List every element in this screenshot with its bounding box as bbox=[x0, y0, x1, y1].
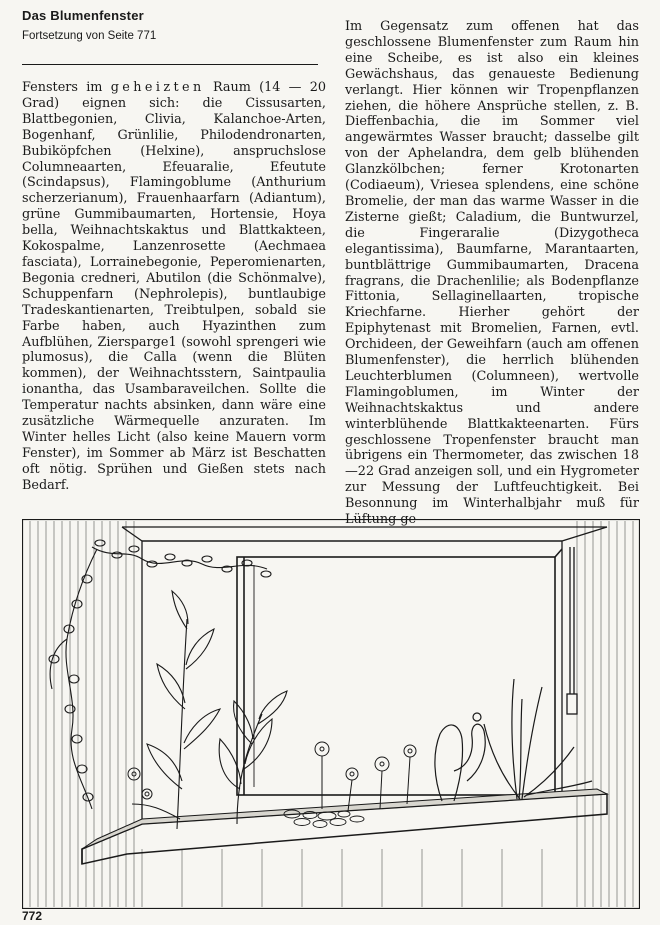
header-rule bbox=[22, 64, 318, 65]
agave bbox=[484, 679, 592, 799]
page-number: 772 bbox=[22, 909, 43, 923]
broadleaf-plant bbox=[219, 691, 287, 824]
left-column-body: Raum (14 — 20 Grad) eignen sich: die Cissusarten, Blattbegonien, Clivia, Kalanchoe-Arten, Bogenhanf, Grünlilie, Philodendronarten, Bubiköpfchen (Helxine), anspruchslose Columneaarten, Efeuaralie, Efeutute (Scindapsus), Flamingoblume (Anthurium scherzerianum), Frauenhaarfarn (Adiantum), grüne Gummibaumarten, Hortensie, Hoya bella, Weihnachtskaktus und Blattkakteen, Kokospalme, Lanzenrosette (Aechmaea fasciata), Lorrainebegonie, Peperomienarten, Begonia credneri, Abutilon (die Schönmalve), Schuppenfarn (Nephrolepis), buntlaubige Tradeskantienarten, Treibtulpen, sobald sie Farbe haben, auch Hyazinthen zum Aufblühen, Ziersparge1 (sowohl sprengeri wie plumosus), die Calla (wenn die Blüten kommen), der Weihnachtsstern, Saintpaulia ionantha, das Usambaraveilchen. Sollte die Temperatur nachts absinken, dann wäre eine zusätzliche Wärmequelle anzuraten. Im Winter helles Licht (also keine Mauern vorm Fenster), im Sommer ab März ist Beschatten oft nötig. Sprühen und Gießen stets nach Bedarf. bbox=[22, 80, 326, 493]
wallpaper-stripes bbox=[30, 521, 633, 907]
flower-window-illustration bbox=[22, 519, 640, 909]
blind-cord bbox=[567, 547, 577, 714]
left-column bbox=[22, 80, 326, 494]
cactus bbox=[435, 713, 485, 801]
left-column-emphasis: geheizten bbox=[110, 80, 205, 95]
planter-box bbox=[82, 789, 607, 864]
illustration-frame bbox=[23, 520, 640, 909]
right-column bbox=[345, 19, 639, 528]
window-recess bbox=[82, 527, 607, 849]
flowers bbox=[128, 742, 416, 811]
continuation-note: Fortsetzung von Seite 771 bbox=[22, 30, 157, 42]
article-title: Das Blumenfenster bbox=[22, 8, 144, 23]
right-column-body: Im Gegensatz zum offenen hat das geschlossene Blumenfenster zum Raum hin eine Scheibe, es ist also ein kleines Gewächshaus, das genaueste Bedienung verlangt. Hier können wir Tropenpflanzen ziehen, die höhere Ansprüche stellen, z. B. Dieffenbachia, die im Sommer viel angewärmtes Wasser braucht; dasselbe gilt von der Aphelandra, dem gelb blühenden Glanzkölbchen; ferner Krotonarten (Codiaeum), Vriesea splendens, eine schöne Bromelie, der man das warme Wasser in die Zisterne gießt; Caladium, die Buntwurzel, die Fingeraralie (Dizygotheca elegantissima), Baumfarne, Marantaarten, buntblättrige Gummibaumarten, Dracena fragrans, die Drachenlilie; als Bodenpflanze Fittonia, Sellaginellaarten, tropische Kriechfarne. Hierher gehört der Epiphytenast mit Bromelien, Farnen, evtl. Orchideen, der Geweihfarn (auch am offenen Blumenfenster), die herrlich blühenden Leuchterblumen (Columneen), wertvolle Flamingoblumen, im Winter der Weihnachtskaktus und andere winterblühende Blattkakteenarten. Fürs geschlossene Tropenfenster braucht man übrigens ein Thermometer, das zwischen 18—22 Grad anzeigen soll, und ein Hygrometer zur Messung der Luftfeuchtigkeit. Bei Besonnung im Winterhalbjahr muß für Lüftung ge- bbox=[345, 19, 639, 528]
left-column-lead: Fensters im bbox=[22, 80, 111, 95]
